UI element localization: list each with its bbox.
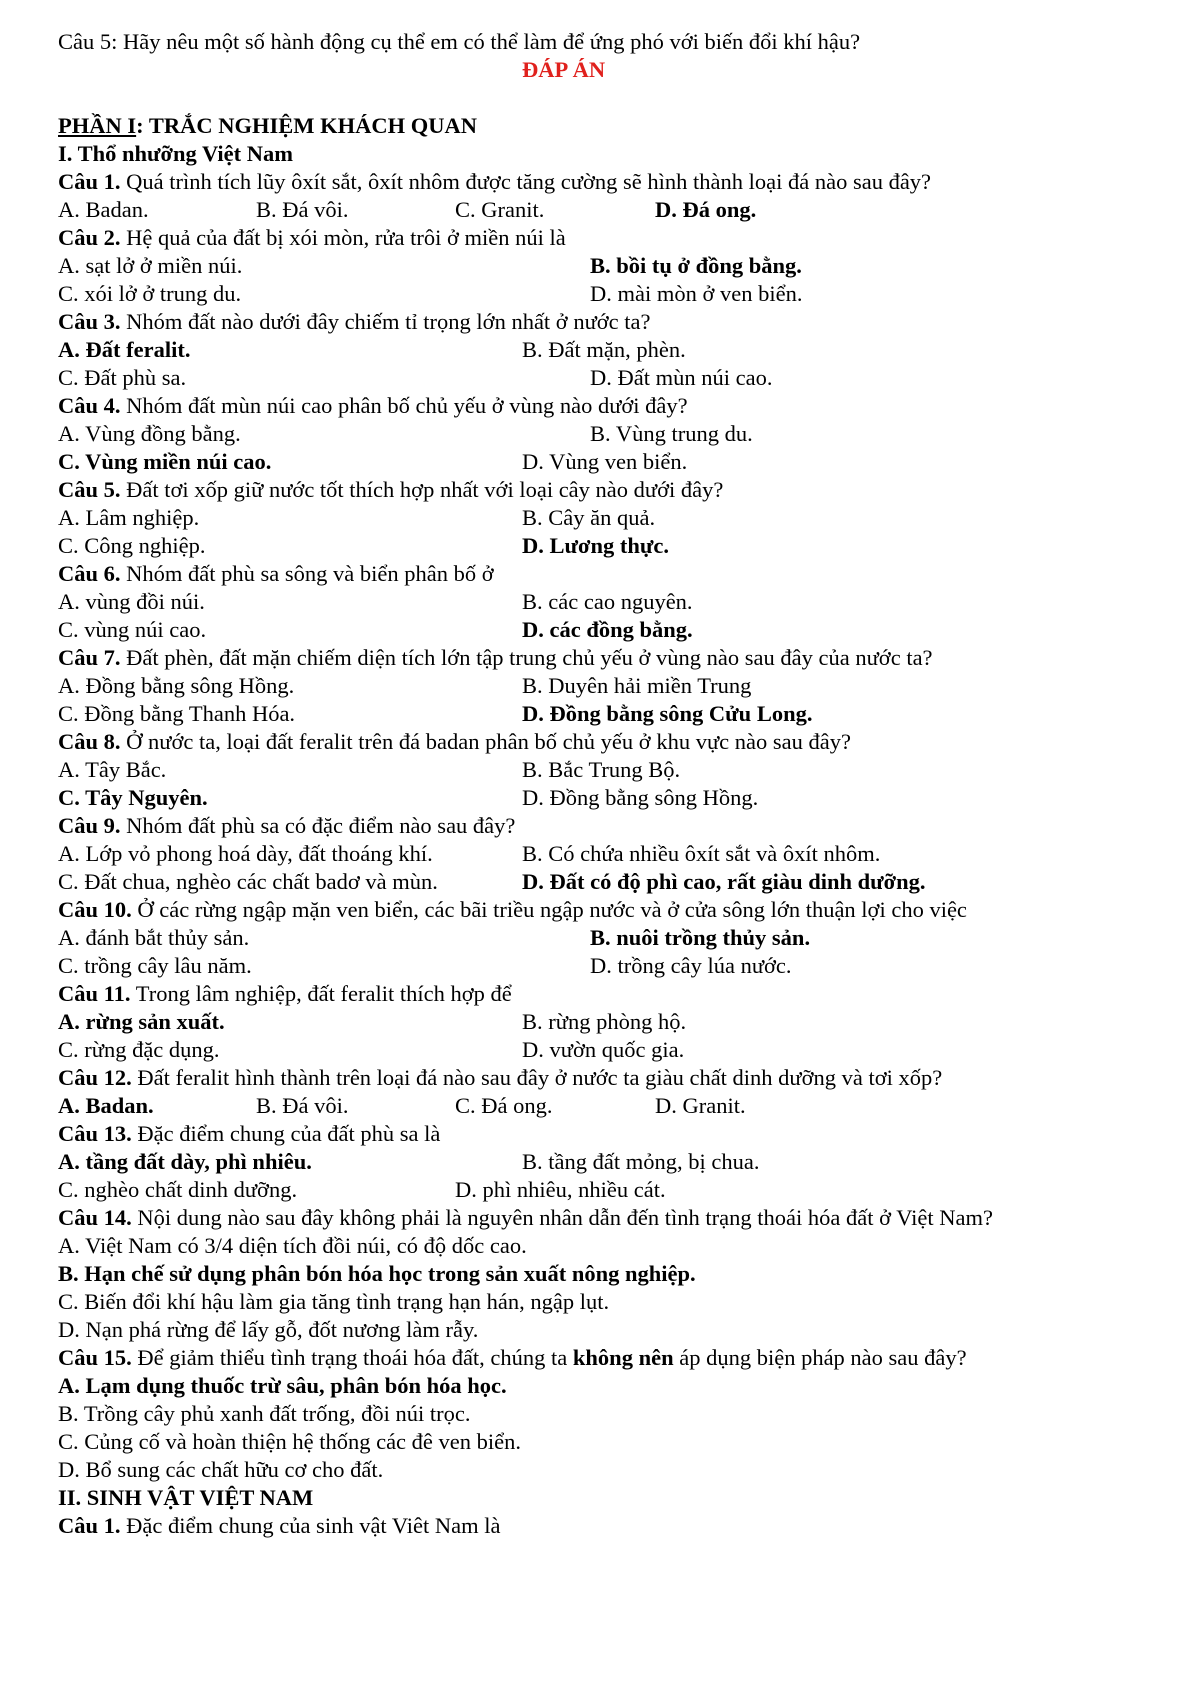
option: A. Lớp vỏ phong hoá dày, đất thoáng khí.	[58, 841, 433, 866]
question-stem	[58, 392, 688, 420]
option: A. Badan.	[58, 197, 149, 222]
option: D. Bổ sung các chất hữu cơ cho đất.	[58, 1457, 384, 1482]
question-number: Câu 4.	[58, 393, 121, 418]
option: B. Đá vôi.	[256, 197, 349, 222]
option: C. xói lở ở trung du.	[58, 281, 242, 306]
question-text-emphasis: không nên	[572, 1345, 674, 1370]
question-text: Nhóm đất phù sa có đặc điểm nào sau đây?	[120, 813, 516, 838]
option: B. Đất mặn, phèn.	[522, 337, 686, 362]
option: B. Duyên hải miền Trung	[522, 673, 752, 698]
option-correct: D. Đồng bằng sông Cửu Long.	[522, 701, 813, 726]
question-text: Nhóm đất phù sa sông và biển phân bố ở	[120, 561, 494, 586]
option-correct: A. rừng sản xuất.	[58, 1009, 225, 1034]
question-stem	[58, 1204, 993, 1232]
question-stem	[58, 896, 967, 924]
option: B. các cao nguyên.	[522, 589, 693, 614]
question-text: Quá trình tích lũy ôxít sắt, ôxít nhôm được tăng cường sẽ hình thành loại đá nào sau đây?	[120, 169, 932, 194]
question-number: Câu 5.	[58, 477, 121, 502]
section-title: II. SINH VẬT VIỆT NAM	[58, 1485, 314, 1510]
top-question: Câu 5: Hãy nêu một số hành động cụ thể em có thể làm để ứng phó với biến đổi khí hậu?	[58, 29, 861, 54]
question-text: Để giảm thiểu tình trạng thoái hóa đất, chúng ta	[131, 1345, 573, 1370]
question-stem	[58, 1120, 440, 1148]
option-correct: C. Tây Nguyên.	[58, 785, 208, 810]
question-stem	[58, 224, 566, 252]
part-heading-underlined: PHẦN I	[58, 113, 137, 138]
question-text: Đặc điểm chung của sinh vật Viêt Nam là	[120, 1513, 501, 1538]
option: B. Cây ăn quả.	[522, 505, 656, 530]
option: D. mài mòn ở ven biển.	[590, 281, 803, 306]
question-text: Nhóm đất nào dưới đây chiếm tỉ trọng lớn nhất ở nước ta?	[120, 309, 651, 334]
option: A. sạt lở ở miền núi.	[58, 253, 243, 278]
question-number: Câu 11.	[58, 981, 131, 1006]
question-stem	[58, 728, 851, 756]
question-stem	[58, 644, 933, 672]
option-correct: A. Badan.	[58, 1093, 154, 1118]
question-text: Hệ quả của đất bị xói mòn, rửa trôi ở miền núi là	[120, 225, 566, 250]
option: A. Vùng đồng bằng.	[58, 421, 241, 446]
option-correct: C. Vùng miền núi cao.	[58, 449, 272, 474]
question-stem	[58, 812, 515, 840]
option: A. vùng đồi núi.	[58, 589, 205, 614]
section-title: I. Thổ nhưỡng Việt Nam	[58, 141, 293, 166]
part-heading-rest: : TRẮC NGHIỆM KHÁCH QUAN	[136, 113, 477, 138]
option: A. Việt Nam có 3/4 diện tích đồi núi, có độ dốc cao.	[58, 1233, 527, 1258]
question-number: Câu 3.	[58, 309, 121, 334]
option: A. Lâm nghiệp.	[58, 505, 200, 530]
option: C. Đá ong.	[455, 1093, 553, 1118]
question-number: Câu 1.	[58, 1513, 121, 1538]
question-text: Ở các rừng ngập mặn ven biển, các bãi triều ngập nước và ở cửa sông lớn thuận lợi cho việc	[131, 897, 967, 922]
question-stem	[58, 1512, 501, 1540]
option: C. Củng cố và hoàn thiện hệ thống các đê ven biển.	[58, 1429, 521, 1454]
answer-heading: ĐÁP ÁN	[522, 57, 606, 82]
option: A. Tây Bắc.	[58, 757, 167, 782]
option: C. Granit.	[455, 197, 545, 222]
question-number: Câu 12.	[58, 1065, 132, 1090]
option: C. Đồng bằng Thanh Hóa.	[58, 701, 296, 726]
question-number: Câu 2.	[58, 225, 121, 250]
question-stem	[58, 476, 723, 504]
question-number: Câu 10.	[58, 897, 132, 922]
question-text: Đất tơi xốp giữ nước tốt thích hợp nhất với loại cây nào dưới đây?	[120, 477, 724, 502]
option: D. vườn quốc gia.	[522, 1037, 685, 1062]
question-number: Câu 7.	[58, 645, 121, 670]
option: C. Đất phù sa.	[58, 365, 187, 390]
option: B. Đá vôi.	[256, 1093, 349, 1118]
option: C. nghèo chất dinh dưỡng.	[58, 1177, 298, 1202]
question-stem	[58, 308, 651, 336]
question-stem	[58, 980, 512, 1008]
question-text: Đất feralit hình thành trên loại đá nào sau đây ở nước ta giàu chất dinh dưỡng và tơi xốp?	[131, 1065, 943, 1090]
option: C. vùng núi cao.	[58, 617, 207, 642]
question-text: Nội dung nào sau đây không phải là nguyên nhân dẫn đến tình trạng thoái hóa đất ở Việt Nam?	[131, 1205, 993, 1230]
option: D. Vùng ven biển.	[522, 449, 688, 474]
question-stem	[58, 168, 931, 196]
option: C. rừng đặc dụng.	[58, 1037, 220, 1062]
option-correct: A. Lạm dụng thuốc trừ sâu, phân bón hóa học.	[58, 1373, 507, 1398]
question-number: Câu 15.	[58, 1345, 132, 1370]
option: A. Đồng bằng sông Hồng.	[58, 673, 295, 698]
option: B. rừng phòng hộ.	[522, 1009, 687, 1034]
option: C. trồng cây lâu năm.	[58, 953, 252, 978]
option-correct: D. Đất có độ phì cao, rất giàu dinh dưỡng.	[522, 869, 926, 894]
option-correct: A. tầng đất dày, phì nhiêu.	[58, 1149, 312, 1174]
option: C. Biến đổi khí hậu làm gia tăng tình trạng hạn hán, ngập lụt.	[58, 1289, 610, 1314]
option: D. Granit.	[655, 1093, 746, 1118]
option: A. đánh bắt thủy sản.	[58, 925, 250, 950]
option-correct: D. Lương thực.	[522, 533, 669, 558]
option: D. trồng cây lúa nước.	[590, 953, 792, 978]
option-correct: B. bồi tụ ở đồng bằng.	[590, 253, 802, 278]
option: D. Nạn phá rừng để lấy gỗ, đốt nương làm rẫy.	[58, 1317, 479, 1342]
question-text: Trong lâm nghiệp, đất feralit thích hợp để	[130, 981, 512, 1006]
option: D. Đất mùn núi cao.	[590, 365, 773, 390]
option-correct: A. Đất feralit.	[58, 337, 191, 362]
question-number: Câu 14.	[58, 1205, 132, 1230]
option-correct: B. nuôi trồng thủy sản.	[590, 925, 811, 950]
question-text: áp dụng biện pháp nào sau đây?	[673, 1345, 967, 1370]
option-correct: D. Đá ong.	[655, 197, 757, 222]
question-text: Đặc điểm chung của đất phù sa là	[131, 1121, 441, 1146]
option: B. tầng đất mỏng, bị chua.	[522, 1149, 760, 1174]
option: B. Có chứa nhiều ôxít sắt và ôxít nhôm.	[522, 841, 881, 866]
option: C. Đất chua, nghèo các chất badơ và mùn.	[58, 869, 438, 894]
question-number: Câu 9.	[58, 813, 121, 838]
question-stem	[58, 1064, 942, 1092]
option: B. Bắc Trung Bộ.	[522, 757, 681, 782]
option-correct: D. các đồng bằng.	[522, 617, 693, 642]
option-correct: B. Hạn chế sử dụng phân bón hóa học trong sản xuất nông nghiệp.	[58, 1261, 696, 1286]
option: B. Trồng cây phủ xanh đất trống, đồi núi trọc.	[58, 1401, 471, 1426]
question-number: Câu 13.	[58, 1121, 132, 1146]
question-number: Câu 8.	[58, 729, 121, 754]
question-text: Nhóm đất mùn núi cao phân bố chủ yếu ở vùng nào dưới đây?	[120, 393, 688, 418]
option: B. Vùng trung du.	[590, 421, 753, 446]
question-stem	[58, 560, 494, 588]
question-text: Ở nước ta, loại đất feralit trên đá badan phân bố chủ yếu ở khu vực nào sau đây?	[120, 729, 851, 754]
part-heading	[58, 112, 477, 140]
question-text: Đất phèn, đất mặn chiếm diện tích lớn tập trung chủ yếu ở vùng nào sau đây của nước ta?	[120, 645, 933, 670]
question-number: Câu 1.	[58, 169, 121, 194]
option: D. Đồng bằng sông Hồng.	[522, 785, 759, 810]
option: D. phì nhiêu, nhiều cát.	[455, 1177, 666, 1202]
question-number: Câu 6.	[58, 561, 121, 586]
question-stem	[58, 1344, 967, 1372]
option: C. Công nghiệp.	[58, 533, 206, 558]
